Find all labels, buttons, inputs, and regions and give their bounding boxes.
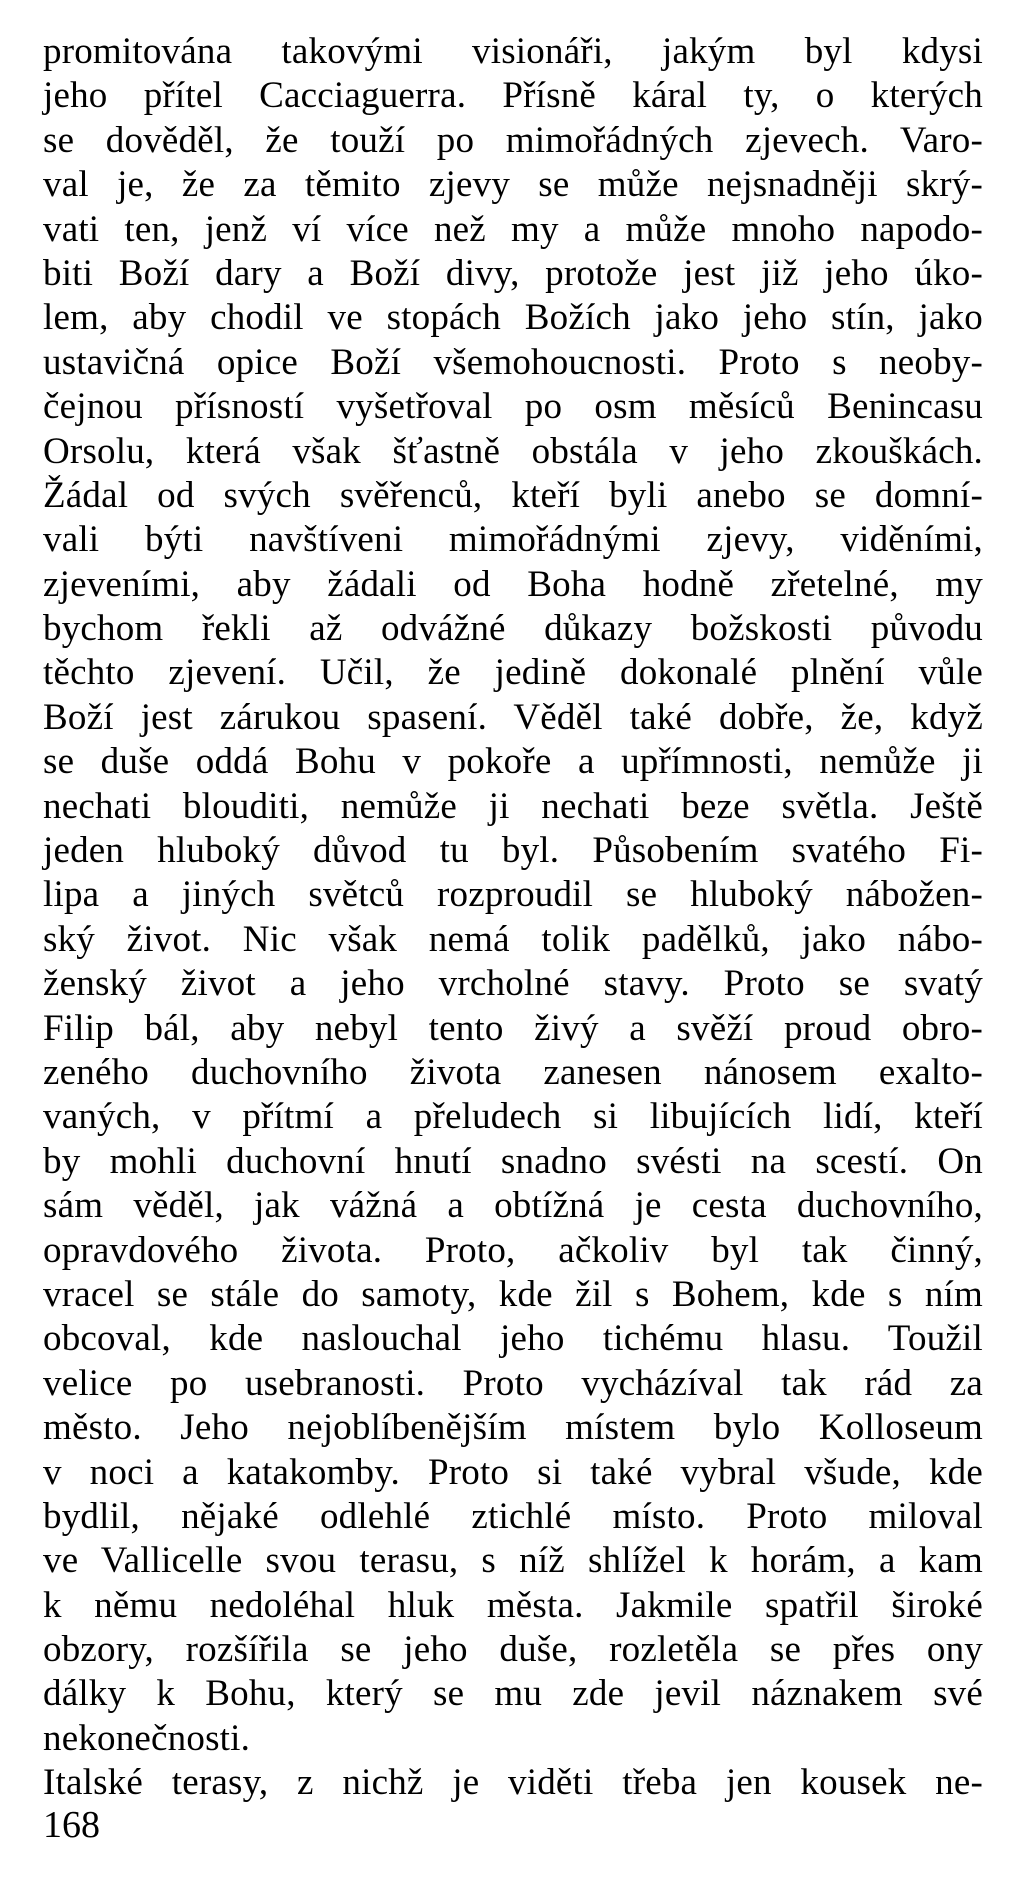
- text-line: vali býti navštíveni mimořádnými zjevy, viděními,: [43, 519, 983, 561]
- text-line: opravdového života. Proto, ačkoliv byl tak činný,: [43, 1229, 983, 1271]
- text-line: se duše oddá Bohu v pokoře a upřímnosti, nemůže ji: [43, 741, 983, 783]
- text-line: ve Vallicelle svou terasu, s níž shlížel k horám, a kam: [43, 1540, 983, 1582]
- book-page-text: [43, 30, 983, 1806]
- text-line: bychom řekli až odvážné důkazy božskosti původu: [43, 608, 983, 650]
- text-line: lipa a jiných světců rozproudil se hluboký nábožen-: [43, 874, 983, 916]
- text-line: čejnou přísností vyšetřoval po osm měsíců Benincasu: [43, 386, 983, 428]
- text-line: Boží jest zárukou spasení. Věděl také dobře, že, když: [43, 696, 983, 738]
- text-line: nekonečnosti.: [43, 1717, 251, 1759]
- text-line: biti Boží dary a Boží divy, protože jest již jeho úko-: [43, 252, 983, 294]
- text-line: těchto zjevení. Učil, že jedině dokonalé plnění vůle: [43, 652, 983, 694]
- paragraph-1: [43, 30, 983, 1761]
- text-line: dálky k Bohu, který se mu zde jevil náznakem své: [43, 1673, 983, 1715]
- text-line: obcoval, kde naslouchal jeho tichému hlasu. Toužil: [43, 1318, 983, 1360]
- text-line: město. Jeho nejoblíbenějším místem bylo Kolloseum: [43, 1407, 983, 1449]
- text-line: k němu nedoléhal hluk města. Jakmile spatřil široké: [43, 1584, 983, 1626]
- text-line: vracel se stále do samoty, kde žil s Bohem, kde s ním: [43, 1273, 983, 1315]
- text-line: Italské terasy, z nichž je viděti třeba jen kousek ne-: [43, 1762, 983, 1804]
- text-line: lem, aby chodil ve stopách Božích jako jeho stín, jako: [43, 297, 983, 339]
- text-line: sám věděl, jak vážná a obtížná je cesta duchovního,: [43, 1185, 983, 1227]
- text-line: v noci a katakomby. Proto si také vybral všude, kde: [43, 1451, 983, 1493]
- text-line: ženský život a jeho vrcholné stavy. Proto se svatý: [43, 963, 983, 1005]
- text-line: ský život. Nic však nemá tolik padělků, jako nábo-: [43, 918, 983, 960]
- text-line: se dověděl, že touží po mimořádných zjevech. Varo-: [43, 119, 983, 161]
- page-number: 168: [43, 1804, 100, 1846]
- text-line: promitována takovými visionáři, jakým byl kdysi: [43, 31, 983, 72]
- text-line: by mohli duchovní hnutí snadno svésti na scestí. On: [43, 1140, 983, 1182]
- text-line: Orsolu, která však šťastně obstála v jeho zkouškách.: [43, 430, 983, 472]
- paragraph-2: [43, 1761, 983, 1805]
- text-line: jeden hluboký důvod tu byl. Působením svatého Fi-: [43, 830, 983, 872]
- text-line: bydlil, nějaké odlehlé ztichlé místo. Proto miloval: [43, 1495, 983, 1537]
- text-line: obzory, rozšířila se jeho duše, rozletěla se přes ony: [43, 1629, 983, 1671]
- text-line: zjeveními, aby žádali od Boha hodně zřetelné, my: [43, 563, 983, 605]
- text-line: velice po usebranosti. Proto vycházíval tak rád za: [43, 1362, 983, 1404]
- text-line: jeho přítel Cacciaguerra. Přísně káral ty, o kterých: [43, 75, 983, 117]
- text-line: vati ten, jenž ví více než my a může mnoho napodo-: [43, 208, 983, 250]
- text-line: ustavičná opice Boží všemohoucnosti. Proto s neoby-: [43, 341, 983, 383]
- text-line: vaných, v přítmí a přeludech si libujících lidí, kteří: [43, 1096, 983, 1138]
- text-line: val je, že za těmito zjevy se může nejsnadněji skrý-: [43, 164, 983, 206]
- text-line: Filip bál, aby nebyl tento živý a svěží proud obro-: [43, 1007, 983, 1049]
- text-line: nechati blouditi, nemůže ji nechati beze světla. Ještě: [43, 785, 983, 827]
- text-line: zeného duchovního života zanesen nánosem exalto-: [43, 1051, 983, 1093]
- text-line: Žádal od svých svěřenců, kteří byli anebo se domní-: [43, 474, 983, 516]
